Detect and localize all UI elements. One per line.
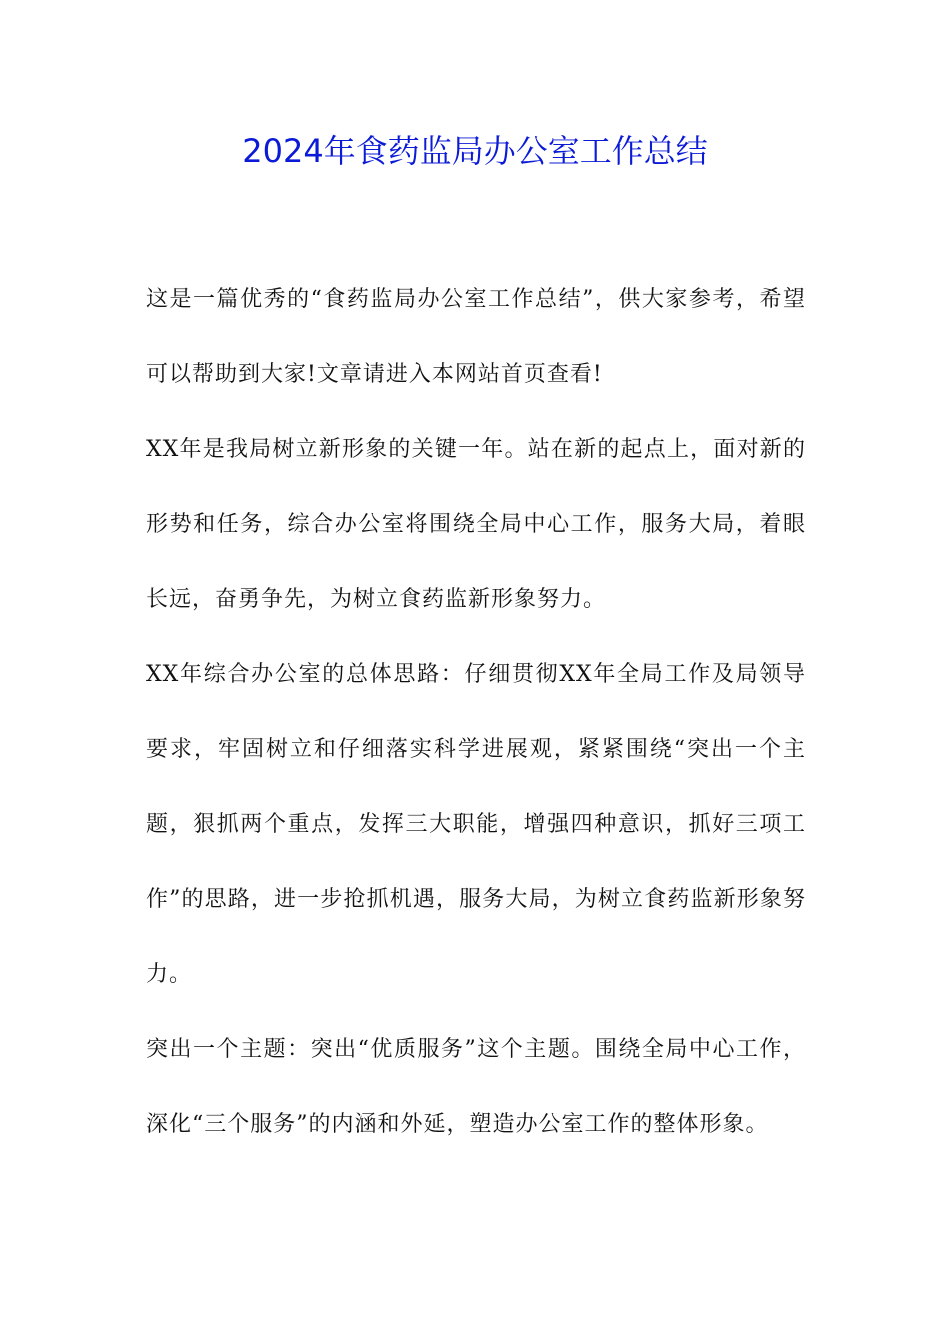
paragraph-main-theme: 突出一个主题：突出“优质服务”这个主题。围绕全局中心工作，深化“三个服务”的内涵和外延，塑造办公室工作的整体形象。 [146,1037,806,1137]
paragraph-key-year: XX年是我局树立新形象的关键一年。站在新的起点上，面对新的形势和任务，综合办公室将围绕全局中心工作，服务大局，着眼长远，奋勇争先，为树立食药监新形象努力。 [146,437,806,612]
document-title: 2024年食药监局办公室工作总结 [242,132,708,170]
document-body [146,262,806,1162]
paragraph-intro: 这是一篇优秀的“食药监局办公室工作总结”，供大家参考，希望可以帮助到大家!文章请进入本网站首页查看! [146,287,806,387]
paragraph-overall-approach: XX年综合办公室的总体思路：仔细贯彻XX年全局工作及局领导要求，牢固树立和仔细落实科学进展观，紧紧围绕“突出一个主题，狠抓两个重点，发挥三大职能，增强四种意识，抓好三项工作”的思路，进一步抢抓机遇，服务大局，为树立食药监新形象努力。 [146,662,806,987]
